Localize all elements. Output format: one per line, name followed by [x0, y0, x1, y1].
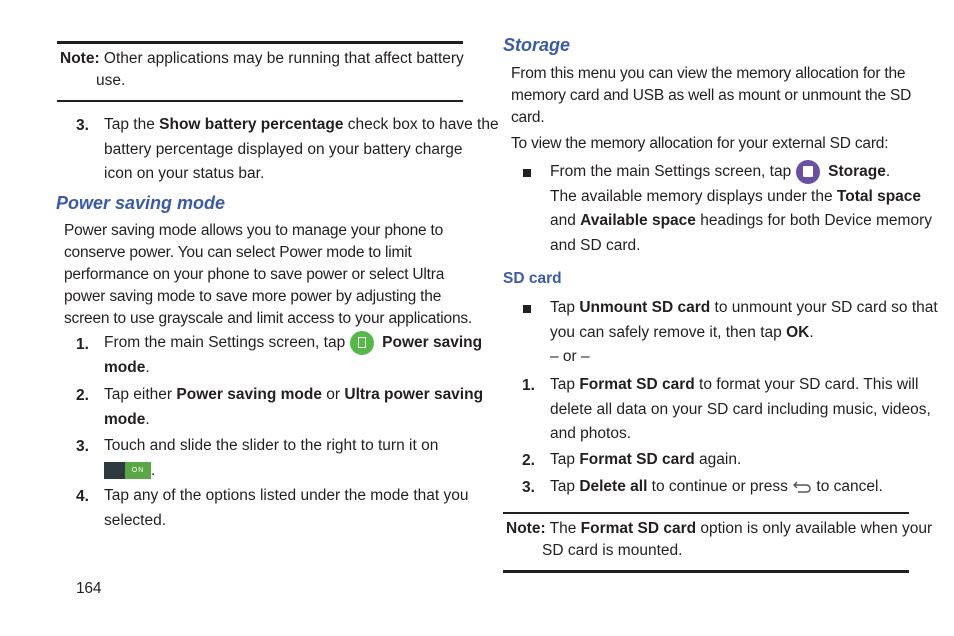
step-text: From the main Settings screen, tap: [104, 334, 350, 352]
step-text: selected.: [104, 511, 167, 529]
step-text: or: [321, 386, 345, 403]
intro-line: card.: [511, 109, 545, 126]
or-separator: – or –: [550, 348, 590, 365]
bullet-marker: [523, 305, 531, 313]
punct: .: [145, 358, 150, 376]
step-show-battery-percentage: [104, 113, 499, 187]
step-text: icon on your status bar.: [104, 165, 265, 182]
step-text: Tap: [550, 478, 580, 495]
step-delete-all: [550, 475, 883, 500]
step-text: to unmount your SD card so that: [710, 299, 938, 316]
step-number: 1.: [522, 377, 535, 394]
format-note-line-1: [506, 518, 932, 540]
option-power-saving-mode: Power saving mode: [176, 386, 322, 403]
page-number: 164: [76, 580, 102, 597]
step-open-power-saving: [104, 331, 482, 380]
section-heading-power-saving: Power saving mode: [56, 193, 226, 213]
note-text: Other applications may be running that affect battery: [103, 50, 464, 67]
step-number: 2.: [522, 452, 535, 469]
option-format-sd-card: Format SD card: [579, 376, 695, 393]
note-line-1: [60, 48, 464, 70]
punct: .: [145, 410, 150, 428]
note-label: Note:: [506, 520, 546, 537]
option-format-sd-card: Format SD card: [579, 451, 695, 468]
step-text: to continue or press: [647, 478, 793, 495]
option-ultra-power-saving: Ultra power saving: [344, 386, 484, 403]
step-number: 1.: [76, 336, 89, 353]
step-text: Touch and slide the slider to the right to turn it on: [104, 437, 439, 454]
option-format-sd-card: Format SD card: [580, 520, 697, 537]
step-text: you can safely remove it, then tap: [550, 323, 787, 341]
step-text: battery percentage displayed on your battery charge: [104, 140, 463, 158]
sd-card-icon: [796, 160, 820, 184]
step-text: headings for both Device memory: [695, 212, 932, 230]
punct: .: [151, 461, 156, 479]
step-text: Tap the: [104, 116, 160, 133]
back-arrow-icon: [792, 480, 812, 494]
punct: .: [885, 163, 891, 181]
option-power-saving: Power saving: [382, 334, 483, 352]
step-text: and: [550, 212, 581, 230]
intro-line: performance on your phone to save power or select Ultra: [64, 266, 445, 283]
storage-intro: [511, 63, 911, 129]
step-text: again.: [694, 451, 742, 468]
step-text: From the main Settings screen, tap: [550, 163, 796, 181]
note-label: Note:: [60, 50, 100, 67]
step-text: and SD card.: [550, 236, 641, 254]
option-power-saving: mode: [104, 358, 146, 376]
power-saving-intro: [64, 220, 472, 330]
option-ok: OK: [786, 323, 810, 341]
intro-line: memory card and USB as well as mount or unmount the SD: [511, 87, 912, 104]
bullet-marker: [523, 169, 531, 177]
step-number: 3.: [76, 438, 89, 455]
option-delete-all: Delete all: [579, 478, 648, 495]
step-number: 4.: [76, 488, 89, 505]
note-text: The: [545, 520, 581, 537]
step-text: and photos.: [550, 425, 632, 442]
step-text: Tap either: [104, 386, 177, 403]
step-text: check box to have the: [343, 116, 499, 133]
step-format-sd: [550, 373, 931, 447]
bullet-open-storage: [550, 160, 932, 258]
step-text: The available memory displays under the: [550, 187, 837, 205]
step-format-again: [550, 448, 741, 473]
toggle-label: ON: [125, 462, 151, 479]
step-text: Tap: [550, 376, 580, 393]
step-text: Tap any of the options listed under the mode that you: [104, 487, 469, 504]
label-total-space: Total space: [836, 187, 922, 205]
option-storage: Storage: [828, 163, 886, 181]
battery-leaf-icon: [350, 331, 374, 355]
step-text: to format your SD card. This will: [694, 376, 919, 393]
punct: .: [809, 323, 814, 341]
option-ultra-power-saving: mode: [104, 410, 146, 428]
view-allocation-line: To view the memory allocation for your external SD card:: [511, 135, 889, 152]
intro-line: power saving mode to save more power by adjusting the: [64, 288, 442, 305]
subheading-sd-card: SD card: [503, 270, 562, 287]
step-select-mode: [104, 383, 483, 432]
step-tap-options: [104, 484, 469, 533]
section-heading-storage: Storage: [503, 35, 571, 55]
option-unmount-sd-card: Unmount SD card: [579, 299, 711, 316]
note-text: option is only available when your: [696, 520, 933, 537]
format-note-line-2: SD card is mounted.: [542, 542, 683, 559]
step-text: delete all data on your SD card including music, videos,: [550, 400, 931, 418]
intro-line: Power saving mode allows you to manage your phone to: [64, 222, 444, 239]
label-available-space: Available space: [580, 212, 696, 230]
bullet-unmount: [550, 296, 938, 370]
note-line-2: use.: [96, 72, 126, 89]
step-number: 3.: [522, 479, 535, 496]
on-toggle: [104, 462, 151, 479]
step-turn-on: [104, 434, 438, 483]
step-number: 3.: [76, 117, 89, 134]
intro-line: screen to use grayscale and limit access to your applications.: [64, 310, 473, 327]
step-text: Tap: [550, 299, 580, 316]
option-show-battery-percentage: Show battery percentage: [159, 116, 344, 133]
step-text: Tap: [550, 451, 580, 468]
intro-line: From this menu you can view the memory allocation for the: [511, 65, 906, 82]
intro-line: conserve power. You can select Power mode to limit: [64, 244, 412, 261]
step-text: to cancel.: [812, 478, 883, 495]
step-number: 2.: [76, 387, 89, 404]
